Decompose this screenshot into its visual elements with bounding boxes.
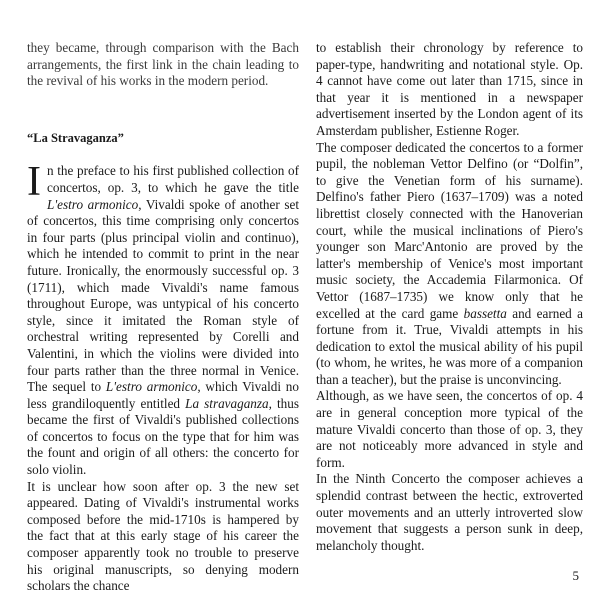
text-run: n the preface to his first published collection of concertos, op. 3, to which he gave the title	[47, 163, 299, 195]
paragraph-conception: Although, as we have seen, the concertos of op. 4 are in general conception more typical of the mature Vivaldi concerto than those of op. 3, they are not noticeably more advanced in style and form.	[316, 388, 583, 470]
text-run: , thus became the first of Vivaldi's published collections of concertos to focus on the type that for him was the fount and origin of all others: the concerto for solo violin.	[27, 395, 299, 478]
right-column	[316, 40, 583, 554]
paragraph-preface	[27, 159, 299, 478]
section-heading: “La Stravaganza”	[27, 130, 124, 145]
paragraph-dating: It is unclear how soon after op. 3 the new set appeared. Dating of Vivaldi's instrumental works composed before the mid-1710s is hampered by the fact that at this early stage of his career the composer apparently took no trouble to preserve his original manuscripts, so denying modern scholars the chance	[27, 478, 299, 594]
intro-paragraph: they became, through comparison with the Bach arrangements, the first link in the chain leading to the revival of his works in the modern period.	[27, 40, 299, 89]
paragraph-ninth-concerto: In the Ninth Concerto the composer achieves a splendid contrast between the hectic, extroverted outer movements and an utterly introverted slow movement that suggests a person sunk in deep, melancholy thought.	[316, 471, 583, 553]
text-run: and earned a fortune from it. True, Vivaldi attempts in his dedication to extol the musical ability of his pupil (to whom, he writes, he was more of a companion than a teacher), but the praise is unconvincing.	[316, 305, 583, 387]
work-title: L'estro armonico	[47, 196, 139, 212]
left-column	[27, 40, 299, 595]
paragraph-chronology: to establish their chronology by reference to paper-type, handwriting and notational style. Op. 4 cannot have come out later than 1715, since in that year it is mentioned in a newspaper advertisement inserted by the London agent of its Amsterdam publisher, Estienne Roger.	[316, 40, 583, 138]
work-title: L'estro armonico	[105, 379, 198, 395]
text-run: , Vivaldi spoke of another set of concertos, this time comprising only concertos in four parts (plus principal violin and continuo), which he intended to commit to print in the near future. Ironically, the enormously successful op. 3 (1711), which made Vivaldi's name famous throughout Europe, was untypical of his concerto style, since it imitated the Roman style of orchestral writing represented by Corelli and Valentini, in which the violins were divided into four parts rather than the three normal in Venice. The sequel to	[27, 196, 299, 395]
drop-cap: I	[27, 159, 41, 206]
italic-term: bassetta	[463, 305, 507, 321]
text-run: The composer dedicated the concertos to a former pupil, the nobleman Vettor Delfino (or “Dolfin”, to give the Venetian form of his surname). Delfino's father Piero (1637–1709) was a noted librettist closely connected with the Hanoverian court, while the musical inclinations of Piero's younger son Marc'Antonio are proved by the latter's membership of Venice's most important music society, the Accademia Filarmonica. Of Vettor (1687–1735) we know only that he excelled at the card game	[316, 139, 583, 321]
work-title: La stravaganza	[185, 395, 269, 411]
page-number: 5	[572, 568, 579, 583]
paragraph-dedication	[316, 140, 583, 389]
text-run: , which Vivaldi no less grandiloquently entitled	[27, 379, 299, 411]
